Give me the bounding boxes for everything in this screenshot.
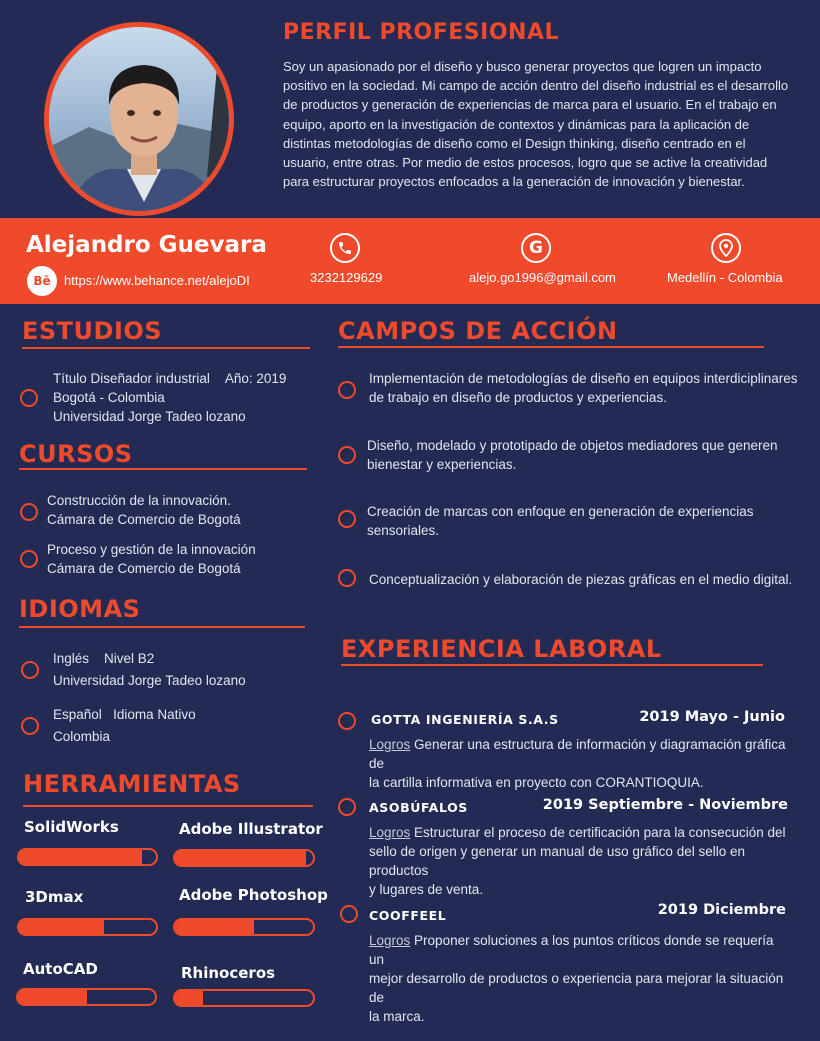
cursos-rule bbox=[19, 468, 307, 470]
google-icon: G bbox=[521, 233, 551, 263]
estudios-heading: ESTUDIOS bbox=[22, 317, 163, 345]
tool-level-bar bbox=[173, 918, 315, 936]
job-line: la marca. bbox=[369, 1009, 425, 1024]
bullet-circle-icon bbox=[20, 389, 38, 407]
campo-item bbox=[367, 502, 754, 540]
job-line: y lugares de venta. bbox=[369, 882, 484, 897]
bullet-circle-icon bbox=[338, 798, 356, 816]
phone-icon bbox=[330, 233, 360, 263]
campo-line: Diseño, modelado y prototipado de objetos mediadores que generen bbox=[367, 438, 778, 453]
job-line: Generar una estructura de información y diagramación gráfica de bbox=[369, 737, 786, 771]
campo-line: de trabajo en diseño de productos y experiencias. bbox=[369, 390, 667, 405]
estudios-year: Año: 2019 bbox=[224, 371, 287, 386]
tool-name: Adobe Illustrator bbox=[179, 820, 323, 838]
profile-photo bbox=[44, 22, 234, 216]
job-date: 2019 Mayo - Junio bbox=[639, 709, 785, 725]
location-pin-icon bbox=[711, 233, 741, 263]
tool-level-fill bbox=[18, 990, 87, 1004]
language-source: Colombia bbox=[53, 729, 111, 744]
email-link[interactable]: alejo.go1996@gmail.com bbox=[469, 270, 616, 285]
job-line: Estructurar el proceso de certificación para la consecución del bbox=[414, 825, 786, 840]
idiomas-heading: IDIOMAS bbox=[19, 595, 141, 623]
bullet-circle-icon bbox=[338, 712, 356, 730]
campo-item bbox=[367, 436, 778, 474]
herramientas-rule bbox=[23, 805, 313, 807]
tool-name: 3Dmax bbox=[25, 888, 84, 906]
tool-name: AutoCAD bbox=[23, 960, 98, 978]
curso-institution: Cámara de Comercio de Bogotá bbox=[47, 561, 241, 576]
tool-level-bar bbox=[173, 989, 315, 1007]
tool-level-bar bbox=[17, 918, 158, 936]
language-source: Universidad Jorge Tadeo lozano bbox=[53, 673, 246, 688]
job-date: 2019 Diciembre bbox=[657, 902, 786, 918]
job-line: Proponer soluciones a los puntos críticos donde se requería un bbox=[369, 933, 774, 967]
campo-line: bienestar y experiencias. bbox=[367, 457, 517, 472]
bullet-circle-icon bbox=[338, 569, 356, 587]
job-company: GOTTA INGENIERÍA S.A.S bbox=[371, 712, 559, 727]
estudios-item bbox=[53, 369, 286, 426]
estudios-title: Título Diseñador industrial bbox=[53, 371, 210, 386]
bullet-circle-icon bbox=[21, 661, 39, 679]
bullet-circle-icon bbox=[338, 381, 356, 399]
phone-number: 3232129629 bbox=[310, 270, 383, 285]
location-text: Medellín - Colombia bbox=[667, 270, 783, 285]
tool-level-bar bbox=[17, 848, 158, 866]
language-level: Idioma Nativo bbox=[113, 707, 196, 722]
logros-label: Logros bbox=[369, 933, 411, 948]
language-name: Inglés bbox=[53, 651, 90, 666]
contact-band bbox=[0, 218, 820, 304]
campo-line: Implementación de metodologías de diseño en equipos interdiciplinares bbox=[369, 371, 798, 386]
experiencia-heading: EXPERIENCIA LABORAL bbox=[341, 635, 662, 663]
tool-level-fill bbox=[19, 920, 104, 934]
tool-name: Rhinoceros bbox=[181, 964, 276, 982]
idiomas-rule bbox=[19, 626, 305, 628]
job-description bbox=[369, 735, 789, 792]
curso-title: Construcción de la innovación. bbox=[47, 493, 231, 508]
curso-title: Proceso y gestión de la innovación bbox=[47, 542, 256, 557]
profile-photo-illustration bbox=[49, 27, 234, 216]
campo-line: Creación de marcas con enfoque en generación de experiencias bbox=[367, 504, 754, 519]
language-level: Nivel B2 bbox=[104, 651, 155, 666]
job-line: mejor desarrollo de productos o experiencia para mejorar la situación de bbox=[369, 971, 784, 1005]
campos-heading: CAMPOS DE ACCIÓN bbox=[338, 317, 618, 345]
profile-text: Soy un apasionado por el diseño y busco generar proyectos que logren un impacto positivo en la sociedad. Mi campo de acción dentro del diseño industrial es el desarrollo de productos y generación de experiencias de marca para el usuario. En el trabajo en equipo, aporto en la investigación de contextos y dinámicas para la aplicación de distintas metodologías de diseño como el Design thinking, diseño centrado en el usuario, entre otras. Por medio de estos procesos, logro que se active la creatividad para estructurar proyectos enfocados a la generación de innovación y bienestar. bbox=[283, 59, 789, 190]
job-description bbox=[369, 823, 789, 899]
tool-level-fill bbox=[19, 850, 142, 864]
estudios-rule bbox=[22, 347, 310, 349]
cursos-heading: CURSOS bbox=[19, 440, 133, 468]
tool-level-bar bbox=[173, 849, 315, 867]
tool-level-fill bbox=[175, 991, 203, 1005]
tool-level-fill bbox=[175, 920, 254, 934]
estudios-city: Bogotá - Colombia bbox=[53, 390, 165, 405]
cursos-item bbox=[47, 540, 256, 578]
idiomas-item bbox=[53, 704, 196, 748]
job-company: COOFFEEL bbox=[369, 908, 447, 923]
logros-label: Logros bbox=[369, 825, 411, 840]
cursos-item bbox=[47, 491, 241, 529]
job-line: la cartilla informativa en proyecto con CORANTIOQUIA. bbox=[369, 775, 704, 790]
tool-name: SolidWorks bbox=[24, 818, 119, 836]
campo-line: sensoriales. bbox=[367, 523, 440, 538]
job-company: ASOBÚFALOS bbox=[369, 800, 468, 815]
campo-item bbox=[369, 570, 792, 589]
behance-link[interactable]: https://www.behance.net/alejoDI bbox=[64, 273, 250, 288]
bullet-circle-icon bbox=[21, 717, 39, 735]
bullet-circle-icon bbox=[338, 510, 356, 528]
tool-level-bar bbox=[16, 988, 157, 1006]
full-name: Alejandro Guevara bbox=[26, 232, 267, 258]
herramientas-heading: HERRAMIENTAS bbox=[23, 770, 241, 798]
job-description bbox=[369, 931, 789, 1026]
experiencia-rule bbox=[341, 664, 763, 666]
tool-name: Adobe Photoshop bbox=[179, 886, 328, 904]
profile-heading: PERFIL PROFESIONAL bbox=[283, 20, 559, 45]
curso-institution: Cámara de Comercio de Bogotá bbox=[47, 512, 241, 527]
estudios-university: Universidad Jorge Tadeo lozano bbox=[53, 409, 246, 424]
bullet-circle-icon bbox=[20, 550, 38, 568]
campo-line: Conceptualización y elaboración de piezas gráficas en el medio digital. bbox=[369, 572, 793, 587]
bullet-circle-icon bbox=[340, 905, 358, 923]
campos-rule bbox=[338, 346, 764, 348]
language-name: Español bbox=[53, 707, 102, 722]
tool-level-fill bbox=[175, 851, 306, 865]
job-date: 2019 Septiembre - Noviembre bbox=[542, 797, 788, 813]
idiomas-item bbox=[53, 648, 246, 692]
behance-icon: Bē bbox=[27, 266, 57, 296]
job-line: sello de origen y generar un manual de uso gráfico del sello en productos bbox=[369, 844, 745, 878]
campo-item bbox=[369, 369, 798, 407]
bullet-circle-icon bbox=[20, 503, 38, 521]
bullet-circle-icon bbox=[338, 446, 356, 464]
logros-label: Logros bbox=[369, 737, 411, 752]
